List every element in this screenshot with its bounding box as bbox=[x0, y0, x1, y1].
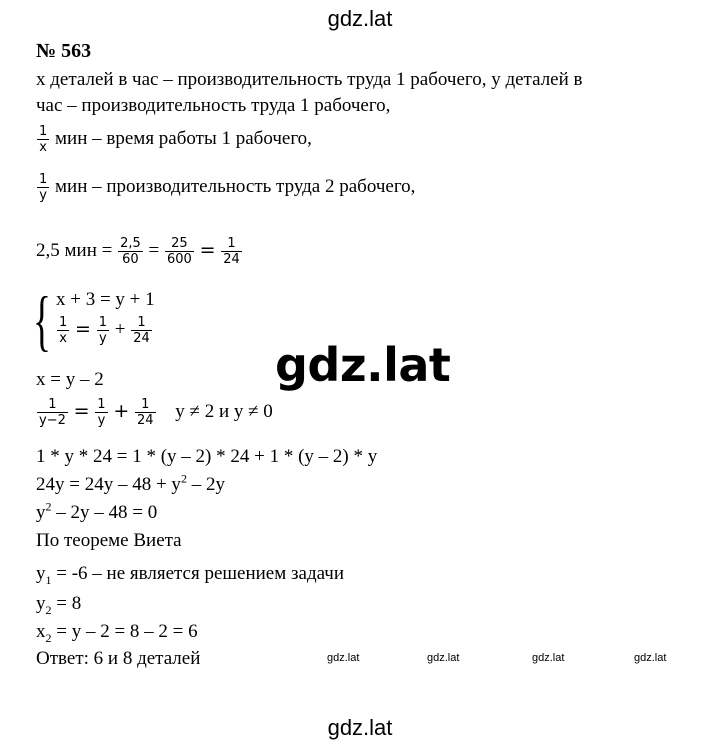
quadratic-line: $y^2 - 2y - 48 = 0$ bbox=[36, 499, 158, 523]
fraction-1-over-24: $\frac{1}{24}$ bbox=[223, 236, 240, 267]
fraction-1-over-y: $\frac{1}{y}$ bbox=[97, 397, 106, 428]
fraction-1-over-24: $\frac{1}{24}$ bbox=[136, 397, 154, 428]
fraction-1-over-x: $\frac{1}{x}$ bbox=[59, 315, 68, 346]
fraction-1-over-y: $\frac{1}{y}$ bbox=[98, 315, 107, 346]
watermark-bottom: gdz.lat bbox=[327, 715, 393, 740]
equals-sign: = bbox=[199, 238, 216, 261]
domain-condition: y ≠ 2 и y ≠ 0 bbox=[175, 400, 273, 422]
expanded-line: $24y = 24y - 48 + y^2 - 2y$ bbox=[36, 471, 225, 495]
equation-line bbox=[36, 397, 273, 428]
watermark-small-4: gdz.lat bbox=[634, 652, 667, 664]
text-line-2: час – производительность труда 1 рабочего, bbox=[36, 95, 391, 116]
line-4-text: мин – производительность труда 2 рабочего, bbox=[55, 175, 416, 197]
text-line-4 bbox=[36, 172, 415, 203]
system-brace: { bbox=[33, 282, 51, 358]
watermark-small-1: gdz.lat bbox=[327, 652, 360, 664]
system-equation-2 bbox=[56, 315, 153, 346]
fraction-25-over-600: $\frac{25}{600}$ bbox=[166, 236, 192, 267]
fraction-1-over-x: $\frac{1}{x}$ bbox=[39, 124, 48, 155]
equals-sign: = bbox=[73, 399, 90, 422]
fraction-1-over-y: $\frac{1}{y}$ bbox=[39, 172, 48, 203]
plus-sign: + bbox=[113, 399, 130, 422]
plus-sign: + bbox=[114, 318, 126, 340]
equals-sign: = bbox=[75, 317, 91, 340]
conversion-lead: 2,5 мин = bbox=[36, 239, 113, 261]
x2-line: $x_2 = y - 2 = 8 - 2 = 6$ bbox=[36, 621, 198, 645]
watermark-small-2: gdz.lat bbox=[427, 652, 460, 664]
line-3-text: мин – время работы 1 рабочего, bbox=[55, 127, 312, 149]
conversion-line bbox=[36, 236, 243, 267]
root-y1-line: $y_1 = -6$ – не является решением задачи bbox=[36, 563, 345, 587]
equals-sign: = bbox=[148, 239, 160, 261]
watermark-top: gdz.lat bbox=[327, 6, 393, 31]
watermark-small-3: gdz.lat bbox=[532, 652, 565, 664]
x-expression-line: x = y – 2 bbox=[36, 369, 104, 390]
multiplied-line: 1 * y * 24 = 1 * (y – 2) * 24 + 1 * (y – 2) * y bbox=[36, 446, 378, 467]
watermark-center: gdz.lat bbox=[275, 338, 451, 392]
text-line-1: х деталей в час – производительность труда 1 рабочего, у деталей в bbox=[36, 69, 583, 90]
root-y2-line: $y_2 = 8$ bbox=[36, 593, 82, 617]
system-equation-1: x + 3 = y + 1 bbox=[56, 289, 155, 310]
problem-number: № 563 bbox=[36, 40, 92, 62]
fraction-2-5-over-60: $\frac{2,5}{60}$ bbox=[120, 236, 141, 267]
text-line-3 bbox=[36, 124, 312, 155]
answer-line: Ответ: 6 и 8 деталей bbox=[36, 648, 201, 669]
fraction-1-over-y-minus-2: $\frac{1}{y-2}$ bbox=[39, 397, 66, 428]
vieta-line: По теореме Виета bbox=[36, 530, 182, 551]
fraction-1-over-24: $\frac{1}{24}$ bbox=[133, 315, 150, 346]
